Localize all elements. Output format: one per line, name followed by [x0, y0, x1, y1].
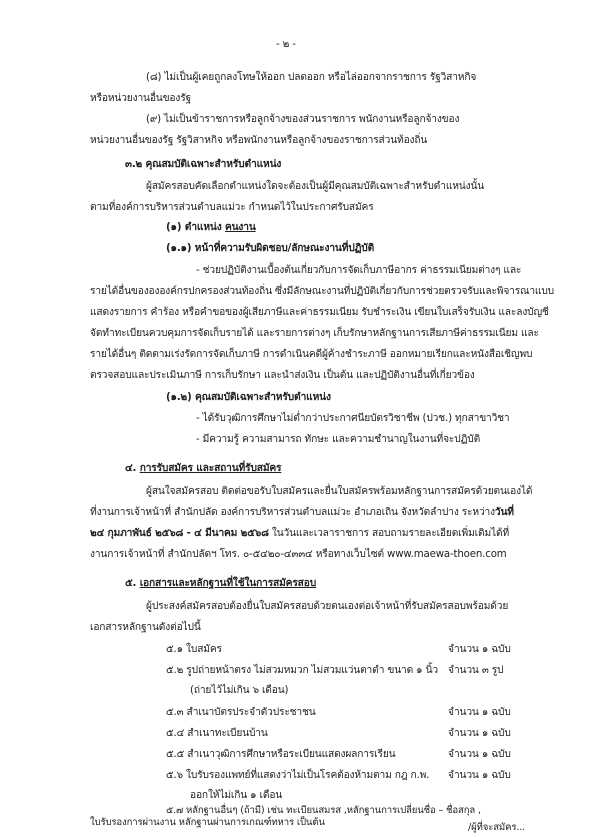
doc-item-label: ๕.๓ สำเนาบัตรประจำตัวประชาชน: [166, 707, 316, 718]
section-4-line2: [90, 506, 514, 520]
duties-line-1: - ช่วยปฏิบัติงานเบื้องต้นเกี่ยวกับการจัดเก็บภาษีอากร ค่าธรรมเนียมต่างๆ และ: [196, 265, 522, 276]
section-5-heading-row: [125, 577, 316, 591]
page-number: - ๒ -: [276, 39, 296, 50]
position-row: [166, 221, 256, 235]
section-4-line3: [90, 527, 509, 541]
qualification-item-8-line1: (๘) ไม่เป็นผู้เคยถูกลงโทษให้ออก ปลดออก หรือไล่ออกจากราชการ รัฐวิสาหกิจ: [146, 72, 477, 83]
doc-item-amount: จำนวน ๓ รูป: [448, 665, 504, 676]
section-3-2-intro-line1: ผู้สมัครสอบคัดเลือกตำแหน่งใดจะต้องเป็นผู้มีคุณสมบัติเฉพาะสำหรับตำแหน่งนั้น: [146, 181, 485, 192]
section-4-heading: การรับสมัคร และสถานที่รับสมัคร: [139, 463, 282, 474]
section-5-number: ๕.: [125, 578, 137, 589]
position-name: คนงาน: [224, 222, 256, 233]
section-4-line2-text: ที่งานการเจ้าหน้าที่ สำนักปลัด องค์การบริหารส่วนตำบลแม่วะ อำเภอเถิน จังหวัดลำปาง ระหว่าง: [90, 507, 495, 518]
duties-line-3: แสดงรายการ คำร้อง หรือคำขอของผู้เสียภาษีและค่าธรรมเนียม รับชำระเงิน เขียนใบเสร็จรับเงิน และลงบัญชี: [90, 307, 549, 318]
section-4-line2-date-label: วันที่: [494, 507, 514, 518]
qualification-item-9-line1: (๙) ไม่เป็นข้าราชการหรือลูกจ้างของส่วนราชการ พนักงานหรือลูกจ้างของ: [146, 114, 460, 125]
section-4-line1: ผู้สนใจสมัครสอบ ติดต่อขอรับใบสมัครและยื่นใบสมัครพร้อมหลักฐานการสมัครด้วยตนเองได้: [146, 486, 533, 497]
doc-item-amount: จำนวน ๑ ฉบับ: [448, 707, 511, 718]
section-3-2-heading: ๓.๒ คุณสมบัติเฉพาะสำหรับตำแหน่ง: [125, 159, 282, 170]
duties-line-4: จัดทำทะเบียนควบคุมการจัดเก็บรายได้ และรายการต่างๆ เก็บรักษาหลักฐานการเสียภาษีค่าธรรมเนียม และ: [90, 328, 539, 339]
doc-item-amount: จำนวน ๑ ฉบับ: [448, 749, 511, 760]
quals-line-2: - มีความรู้ ความสามารถ ทักษะ และความชำนาญในงานที่จะปฏิบัติ: [196, 434, 481, 445]
doc-item-label: ๕.๑ ใบสมัคร: [166, 644, 222, 655]
quals-line-1: - ได้รับวุฒิการศึกษาไม่ต่ำกว่าประกาศนียบัตรวิชาชีพ (ปวช.) ทุกสาขาวิชา: [196, 413, 510, 424]
section-4-heading-row: [125, 462, 281, 476]
section-5-intro-line2: เอกสารหลักฐานดังต่อไปนี้: [90, 622, 201, 633]
section-4-line3-text: ในวันและเวลาราชการ สอบถามรายละเอียดเพิ่มเติมได้ที่: [268, 528, 510, 539]
section-4-line4: งานการเจ้าหน้าที่ สำนักปลัดฯ โทร. ๐-๕๔๒๐-๔๓๓๔ หรือทางเว็บไซต์ www.maewa-thoen.com: [90, 549, 507, 560]
duties-line-6: ตรวจสอบและประเมินภาษี การเก็บรักษา และนำส่งเงิน เป็นต้น และปฏิบัติงานอื่นที่เกี่ยวข้อง: [90, 370, 475, 381]
qualification-item-8-line2: หรือหน่วยงานอื่นของรัฐ: [90, 93, 192, 104]
section-4-date-range: ๒๔ กุมภาพันธ์ ๒๕๖๘ - ๔ มีนาคม ๒๕๖๘: [90, 528, 269, 539]
section-5-heading: เอกสารและหลักฐานที่ใช้ในการสมัครสอบ: [139, 578, 317, 589]
qualification-item-9-line2: หน่วยงานอื่นของรัฐ รัฐวิสาหกิจ หรือพนักงานหรือลูกจ้างของราชการส่วนท้องถิ่น: [90, 135, 428, 146]
continuation-marker: /ผู้ที่จะสมัคร...: [468, 822, 526, 833]
section-4-number: ๔.: [125, 463, 137, 474]
doc-item-amount: จำนวน ๑ ฉบับ: [448, 728, 511, 739]
doc-item-label: ๕.๕ สำเนาวุฒิการศึกษาหรือระเบียนแสดงผลการเรียน: [166, 749, 396, 760]
duties-line-5: รายได้อื่นๆ ติดตามเร่งรัดการจัดเก็บภาษี การดำเนินคดีผู้ค้างชำระภาษี ออกหมายเรียกและหนังสือเชิญพบ: [90, 349, 533, 360]
section-5-intro-line1: ผู้ประสงค์สมัครสอบต้องยื่นใบสมัครสอบด้วยตนเองต่อเจ้าหน้าที่รับสมัครสอบพร้อมด้วย: [146, 601, 509, 612]
doc-item-7-line1: ๕.๗ หลักฐานอื่นๆ (ถ้ามี) เช่น ทะเบียนสมรส ,หลักฐานการเปลี่ยนชื่อ – ชื่อสกุล ,: [166, 805, 481, 816]
doc-item-note: ออกให้ไม่เกิน ๑ เดือน: [190, 790, 283, 801]
duties-line-2: รายได้อื่นของององค์กรปกครองส่วนท้องถิ่น ซึ่งมีลักษณะงานที่ปฏิบัติเกี่ยวกับการช่วยตรวจรับและพิจารณาแบบ: [90, 286, 554, 297]
doc-item-7-line2: ใบรับรองการผ่านงาน หลักฐานผ่านการเกณฑ์ทหาร เป็นต้น: [90, 817, 325, 828]
doc-item-amount: จำนวน ๑ ฉบับ: [448, 770, 511, 781]
doc-item-note: (ถ่ายไว้ไม่เกิน ๖ เดือน): [190, 685, 289, 696]
position-label: (๑) ตำแหน่ง: [166, 222, 222, 233]
doc-item-label: ๕.๖ ใบรับรองแพทย์ที่แสดงว่าไม่เป็นโรคต้องห้ามตาม กฎ ก.พ.: [166, 770, 430, 781]
doc-item-label: ๕.๒ รูปถ่ายหน้าตรง ไม่สวมหมวก ไม่สวมแว่นตาดำ ขนาด ๑ นิ้ว: [166, 665, 438, 676]
quals-heading: (๑.๒) คุณสมบัติเฉพาะสำหรับตำแหน่ง: [166, 392, 331, 403]
duties-heading: (๑.๑) หน้าที่ความรับผิดชอบ/ลักษณะงานที่ปฏิบัติ: [166, 243, 375, 254]
doc-item-label: ๕.๔ สำเนาทะเบียนบ้าน: [166, 728, 268, 739]
doc-item-amount: จำนวน ๑ ฉบับ: [448, 644, 511, 655]
section-3-2-intro-line2: ตามที่องค์การบริหารส่วนตำบลแม่วะ กำหนดไว้ในประกาศรับสมัคร: [90, 202, 374, 213]
